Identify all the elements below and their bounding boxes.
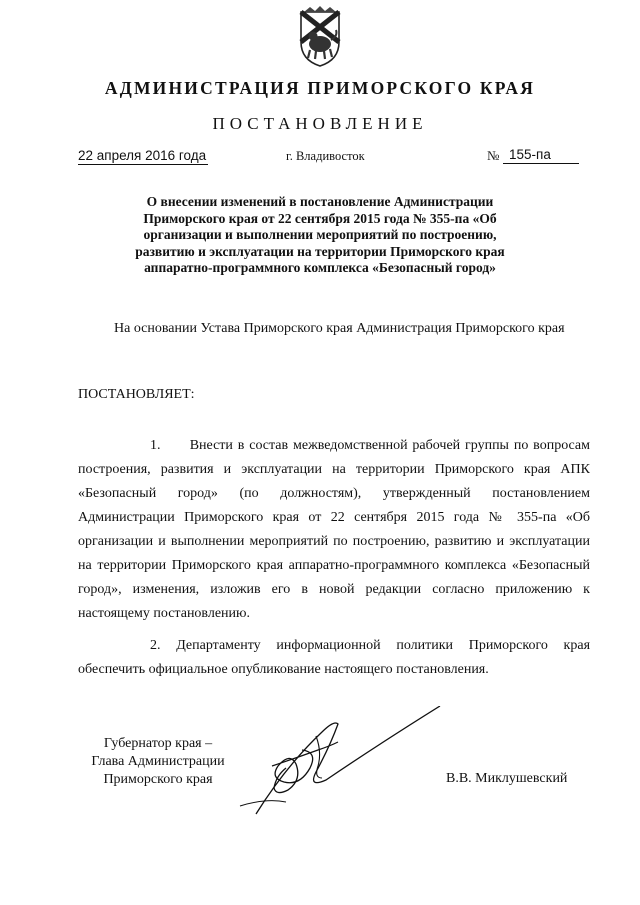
handwritten-signature <box>226 706 452 818</box>
signer-title <box>78 735 238 789</box>
basis-paragraph: На основании Устава Приморского края Администрация Приморского края <box>114 321 565 336</box>
document-subject: О внесении изменений в постановление Администрации Приморского края от 22 сентября 2015 года № 355-па «Об организации и выполнении мероприятий по построению, развитию и эксплуатации на территории Приморского края аппаратно-программного комплекса «Безопасный город» <box>135 194 505 275</box>
item-2-text: Департаменту информационной политики Приморского края обеспечить официальное опубликование настоящего постановления. <box>78 638 591 677</box>
decree-item-2 <box>78 634 590 682</box>
decree-item-1 <box>78 434 590 626</box>
item-1-text: Внести в состав межведомственной рабочей группы по вопросам построения, развития и эксплуатации на территории Приморского края АПК «Безопасный город» (по должностям), утвержденный постановлением Администрации Приморского края от 22 сентября 2015 года № 355-па «Об организации и выполнении мероприятий по построению, развитию и эксплуатации на территории Приморского края аппаратно-программного комплекса «Безопасный город», изменения, изложив его в новой редакции согласно приложению к настоящему постановлению. <box>78 438 590 621</box>
document-number: 155-па <box>503 147 579 164</box>
organization-title: АДМИНИСТРАЦИЯ ПРИМОРСКОГО КРАЯ <box>104 78 536 98</box>
item-1-number: 1. <box>150 438 161 453</box>
document-number-label: № <box>487 148 500 163</box>
signer-name: В.В. Миклушевский <box>446 771 568 786</box>
decree-word: ПОСТАНОВЛЯЕТ: <box>78 387 195 402</box>
signer-title-line-2: Глава Администрации <box>91 754 225 769</box>
signer-title-line-1: Губернатор края – <box>103 736 213 751</box>
item-2-number: 2. <box>150 638 161 653</box>
document-city: г. Владивосток <box>286 149 365 163</box>
document-type: ПОСТАНОВЛЕНИЕ <box>212 114 428 133</box>
signer-title-line-3: Приморского края <box>103 772 213 787</box>
coat-of-arms-icon <box>298 6 342 68</box>
document-date: 22 апреля 2016 года <box>78 148 207 163</box>
